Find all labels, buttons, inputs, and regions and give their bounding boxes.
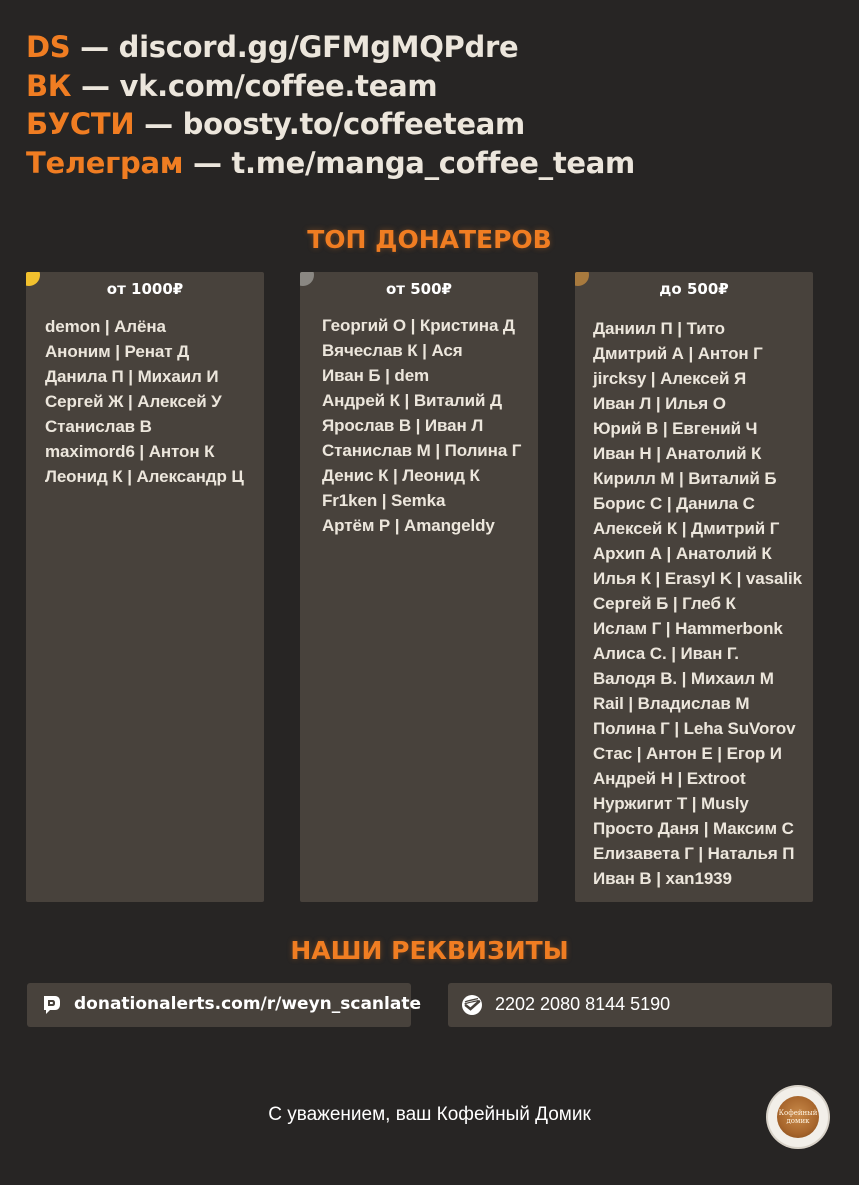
list-item: Полина Г | Leha SuVorov: [593, 719, 796, 738]
card-number-block[interactable]: [448, 983, 832, 1027]
list-item: Дмитрий А | Антон Г: [593, 344, 763, 363]
list-item: Просто Даня | Максим С: [593, 819, 794, 838]
list-item: Станислав М | Полина Г: [322, 441, 522, 460]
list-item: Нуржигит Т | Musly: [593, 794, 749, 813]
list-item: Георгий О | Кристина Д: [322, 316, 515, 335]
list-item: Сергей Ж | Алексей У: [45, 392, 222, 411]
list-item: Даниил П | Тито: [593, 319, 725, 338]
donationalerts-link[interactable]: [27, 983, 421, 1027]
donators-column-500: [300, 272, 538, 902]
list-item: Fr1ken | Semka: [322, 491, 446, 510]
list-item: Валодя В. | Михаил М: [593, 669, 774, 688]
column-header: до 500₽: [659, 280, 729, 298]
donationalerts-icon: [39, 993, 63, 1017]
link-discord[interactable]: [26, 28, 635, 67]
list-item: Сергей Б | Глеб К: [593, 594, 736, 613]
link-separator: —: [70, 30, 119, 64]
donationalerts-url[interactable]: donationalerts.com/r/weyn_scanlate: [74, 994, 421, 1014]
list-item: Артём Р | Amangeldy: [322, 516, 495, 535]
list-item: demon | Алёна: [45, 317, 166, 336]
list-item: Стас | Антон Е | Егор И: [593, 744, 782, 763]
list-item: Иван Б | dem: [322, 366, 430, 385]
list-item: Алексей К | Дмитрий Г: [593, 519, 780, 538]
link-url[interactable]: discord.gg/GFMgMQPdre: [118, 30, 519, 64]
requisites-title: НАШИ РЕКВИЗИТЫ: [290, 936, 569, 965]
list-item: Вячеслав К | Ася: [322, 341, 463, 360]
sberbank-icon: [460, 993, 484, 1017]
list-item: Архип А | Анатолий К: [593, 544, 772, 563]
donator-list: [322, 313, 521, 538]
list-item: maximord6 | Антон К: [45, 442, 215, 461]
list-item: Ислам Г | Hammerbonk: [593, 619, 783, 638]
link-vk[interactable]: [26, 67, 635, 106]
coffee-cup-icon: [777, 1096, 819, 1138]
link-label: БУСТИ: [26, 107, 135, 141]
list-item: Андрей К | Виталий Д: [322, 391, 502, 410]
list-item: Денис К | Леонид К: [322, 466, 480, 485]
list-item: Леонид К | Александр Ц: [45, 467, 244, 486]
list-item: Иван Н | Анатолий К: [593, 444, 762, 463]
logo-text: Кофейный домик: [778, 1109, 818, 1125]
list-item: Андрей Н | Extroot: [593, 769, 746, 788]
column-header: от 500₽: [386, 280, 452, 298]
link-label: Телеграм: [26, 145, 184, 180]
link-label: ВК: [26, 68, 72, 103]
list-item: Аноним | Ренат Д: [45, 342, 190, 361]
list-item: Борис С | Данила С: [593, 494, 755, 513]
link-url[interactable]: t.me/manga_coffee_team: [231, 145, 635, 180]
footer-signature: С уважением, ваш Кофейный Домик: [268, 1104, 591, 1125]
link-url[interactable]: boosty.to/coffeeteam: [182, 107, 525, 141]
link-separator: —: [183, 145, 232, 180]
donator-list: [593, 316, 802, 891]
top-donators-title: ТОП ДОНАТЕРОВ: [307, 225, 552, 254]
list-item: Станислав В: [45, 417, 152, 436]
list-item: Юрий В | Евгений Ч: [593, 419, 758, 438]
list-item: Кирилл М | Виталий Б: [593, 469, 777, 488]
list-item: Ярослав В | Иван Л: [322, 416, 484, 435]
donator-list: [45, 314, 244, 489]
list-item: Иван Л | Илья О: [593, 394, 726, 413]
list-item: Иван В | xan1939: [593, 869, 732, 888]
link-telegram[interactable]: [26, 144, 635, 183]
card-number[interactable]: 2202 2080 8144 5190: [495, 994, 671, 1014]
list-item: jircksy | Алексей Я: [593, 369, 747, 388]
link-boosty[interactable]: [26, 105, 635, 144]
list-item: Елизавета Г | Наталья П: [593, 844, 795, 863]
link-separator: —: [71, 68, 120, 103]
list-item: Rail | Владислав М: [593, 694, 750, 713]
donators-column-1000: [26, 272, 264, 902]
list-item: Данила П | Михаил И: [45, 367, 219, 386]
link-separator: —: [134, 107, 183, 141]
link-url[interactable]: vk.com/coffee.team: [119, 68, 438, 103]
social-links: [26, 28, 635, 182]
list-item: Алиса С. | Иван Г.: [593, 644, 739, 663]
link-label: DS: [26, 30, 71, 64]
list-item: Илья К | Erasyl K | vasalik: [593, 569, 802, 588]
coffee-house-logo: [768, 1087, 828, 1147]
column-header: от 1000₽: [106, 280, 184, 298]
donators-column-under-500: [575, 272, 813, 902]
